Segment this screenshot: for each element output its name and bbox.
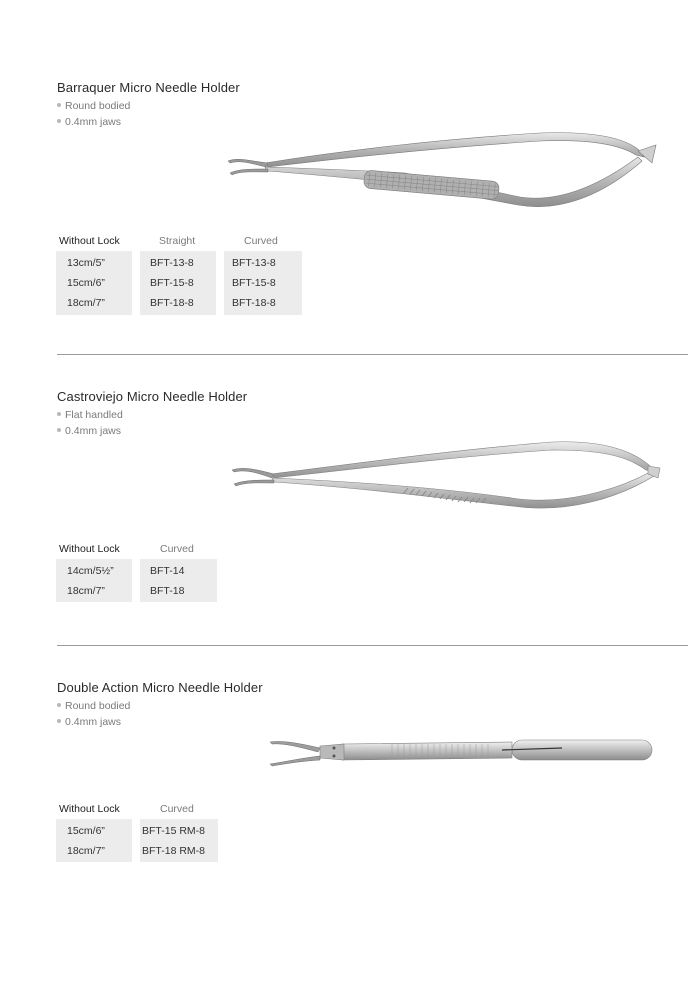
code-cell: BFT-15-8	[150, 277, 194, 289]
code-cell: BFT-18-8	[232, 297, 276, 309]
size-cell: 14cm/5½”	[67, 565, 114, 577]
bullet-dot	[57, 119, 61, 123]
product-title: Barraquer Micro Needle Holder	[57, 80, 240, 95]
section-divider	[57, 354, 688, 355]
column-header-curved: Curved	[244, 235, 278, 247]
bullet-dot	[57, 412, 61, 416]
feature-bullet: 0.4mm jaws	[57, 116, 121, 128]
feature-bullet: Round bodied	[57, 700, 130, 712]
code-cell: BFT-18-8	[150, 297, 194, 309]
castroviejo-needle-holder-image	[222, 436, 662, 512]
size-cell: 13cm/5”	[67, 257, 105, 269]
code-cell: BFT-18 RM-8	[142, 845, 206, 857]
feature-bullet: Flat handled	[57, 409, 123, 421]
code-cell: BFT-13-8	[232, 257, 276, 269]
without-lock-header: Without Lock	[59, 235, 120, 247]
feature-bullet: 0.4mm jaws	[57, 425, 121, 437]
bullet-dot	[57, 703, 61, 707]
product-title: Double Action Micro Needle Holder	[57, 680, 263, 695]
without-lock-header: Without Lock	[59, 543, 120, 555]
size-cell: 18cm/7”	[67, 297, 105, 309]
code-cell: BFT-15-8	[232, 277, 276, 289]
size-cell: 18cm/7”	[67, 845, 105, 857]
section-divider	[57, 645, 688, 646]
code-cell: BFT-14	[150, 565, 185, 577]
size-cell: 15cm/6”	[67, 825, 105, 837]
column-header-straight: Straight	[159, 235, 196, 247]
size-cell: 18cm/7”	[67, 585, 105, 597]
size-cell: 15cm/6”	[67, 277, 105, 289]
barraquer-needle-holder-image	[220, 125, 665, 215]
feature-bullet: Round bodied	[57, 100, 130, 112]
column-header-curved: Curved	[160, 803, 194, 815]
bullet-dot	[57, 719, 61, 723]
code-cell: BFT-13-8	[150, 257, 194, 269]
double-action-needle-holder-image	[262, 734, 657, 776]
column-header-curved: Curved	[160, 543, 194, 555]
without-lock-header: Without Lock	[59, 803, 120, 815]
bullet-dot	[57, 103, 61, 107]
product-title: Castroviejo Micro Needle Holder	[57, 389, 248, 404]
code-cell: BFT-15 RM-8	[142, 825, 206, 837]
bullet-dot	[57, 428, 61, 432]
code-cell: BFT-18	[150, 585, 185, 597]
feature-bullet: 0.4mm jaws	[57, 716, 121, 728]
